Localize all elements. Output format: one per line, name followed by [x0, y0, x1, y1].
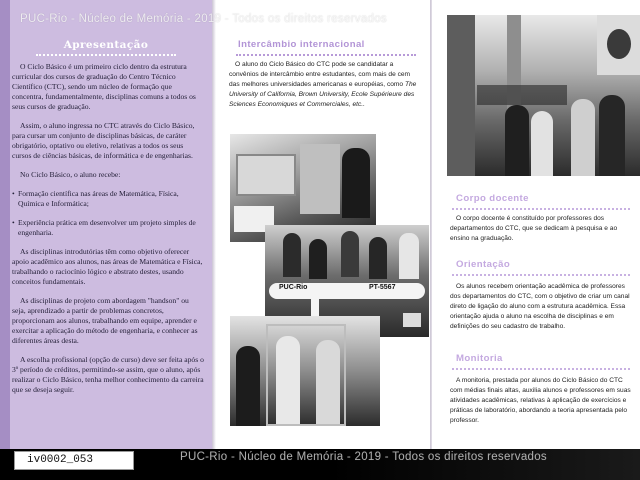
apresentacao-body — [12, 62, 204, 404]
paragraph: As disciplinas de projeto com abordagem "handson" ou seja, aprendizado a partir de problemas concretos, proporcionam aos alunos, trabalhando em equipe, aprender e exercitar a aplicação do método de engenharia, e conhecer as diferentes áreas desta. — [12, 296, 198, 345]
student-silhouette — [236, 346, 260, 426]
dotted-divider — [452, 368, 630, 370]
heading-intercambio: Intercâmbio internacional — [238, 39, 365, 50]
student-silhouette — [531, 111, 553, 176]
intercambio-text-universities: The University of California, Brown University, Ecole Supérieure des Sciences Economiques et Commerciales, etc.. — [229, 81, 417, 108]
orientacao-text: Os alunos recebem orientação acadêmica de professores dos departamentos do CTC, com o objetivo de criar um canal direto de ligação do aluno com a estrutura acadêmica. Essa orientação ajuda o aluno na escolha de disciplinas e em definições do seu cadastro de trabalho. — [450, 283, 630, 330]
airplane-registration: PT-5567 — [369, 284, 396, 291]
heading-corpo-docente: Corpo docente — [456, 193, 529, 204]
monitoria-text: A monitoria, prestada por alunos do Ciclo Básico do CTC com médias finais altas, auxilia alunos e professores em suas atividades acadêmicas, relativas à aplicação de exercícios e práticas de laboratório, abordando a teoria apresentada pelo professor. — [450, 377, 631, 424]
bust-statue — [607, 29, 631, 59]
corpo-docente-text: O corpo docente é constituído por professores dos departamentos do CTC, que se dedicam à pesquisa e ao ensino na graduação. — [450, 215, 618, 242]
lab-machine — [236, 154, 296, 196]
heading-apresentacao: Apresentação — [63, 39, 149, 51]
paragraph: A escolha profissional (opção de curso) deve ser feita após o 3º período de créditos, permitindo-se assim, que o aluno, após realizar o Ciclo Básico, tenha melhor conhecimento da carreira que se deseja seguir. — [12, 355, 204, 394]
intercambio-text — [229, 60, 419, 110]
watermark-bottom: PUC-Rio - Núcleo de Memória - 2019 - Todos os direitos reservados — [180, 451, 547, 463]
dotted-divider — [452, 208, 630, 210]
column — [447, 15, 475, 176]
paragraph: No Ciclo Básico, o aluno recebe: — [20, 170, 121, 179]
student-silhouette — [309, 239, 327, 279]
dotted-divider — [236, 54, 416, 56]
watermark-top: PUC-Rio - Núcleo de Memória - 2019 - Todos os direitos reservados — [20, 13, 387, 25]
image-id-label: iv0002_053 — [14, 451, 134, 470]
airplane-label: PUC-Rio — [279, 284, 308, 291]
student-silhouette — [505, 105, 529, 176]
intercambio-text-plain: O aluno do Ciclo Básico do CTC pode se candidatar a convênios de intercâmbio entre estudantes, com mais de cem das melhores universidades americanas e européias, como — [229, 61, 411, 88]
metal-structure — [266, 324, 346, 426]
heading-monitoria: Monitoria — [456, 353, 503, 364]
paragraph: As disciplinas introdutórias têm como objetivo oferecer apoio acadêmico aos alunos, nas áreas de Matemática e Física, trabalhando o raciocínio lógico e abstrato destes, usando conceitos fundamentais. — [12, 247, 203, 286]
dotted-divider — [452, 274, 630, 276]
photo-students-structure — [230, 316, 380, 426]
fold-shadow — [212, 0, 216, 480]
lab-panel — [300, 144, 340, 214]
list-item: • Formação científica nas áreas de Matemática, Física, Química e Informática; — [12, 189, 204, 209]
student-silhouette — [341, 231, 359, 277]
panel-apresentacao — [0, 0, 212, 480]
paragraph: O Ciclo Básico é um primeiro ciclo dentro da estrutura curricular dos cursos de graduação do Centro Técnico Científico (CTC), sendo um núcleo de formação que concentra, fundamentalmente, disciplinas comuns a todos os seus cursos de graduação. — [12, 62, 196, 111]
crowd — [477, 85, 567, 105]
dotted-divider — [36, 54, 176, 56]
person-silhouette — [342, 148, 370, 218]
student-silhouette — [283, 233, 301, 277]
student-silhouette — [599, 95, 625, 176]
photo-campus-students — [447, 15, 640, 176]
student-silhouette — [571, 99, 595, 176]
student-silhouette — [399, 233, 419, 279]
student-silhouette — [369, 237, 387, 279]
paragraph: Assim, o aluno ingressa no CTC através do Ciclo Básico, para cursar um conjunto de disciplinas básicas, de caráter obrigatório, optativo ou eletivo, relativas a todos os seus cursos de ciências básicas, de informática e de engenharias. — [12, 121, 195, 160]
list-item: • Experiência prática em desenvolver um projeto simples de engenharia. — [12, 218, 204, 238]
left-edge-strip — [0, 0, 10, 480]
radio-controller — [403, 313, 421, 327]
heading-orientacao: Orientação — [456, 259, 511, 270]
